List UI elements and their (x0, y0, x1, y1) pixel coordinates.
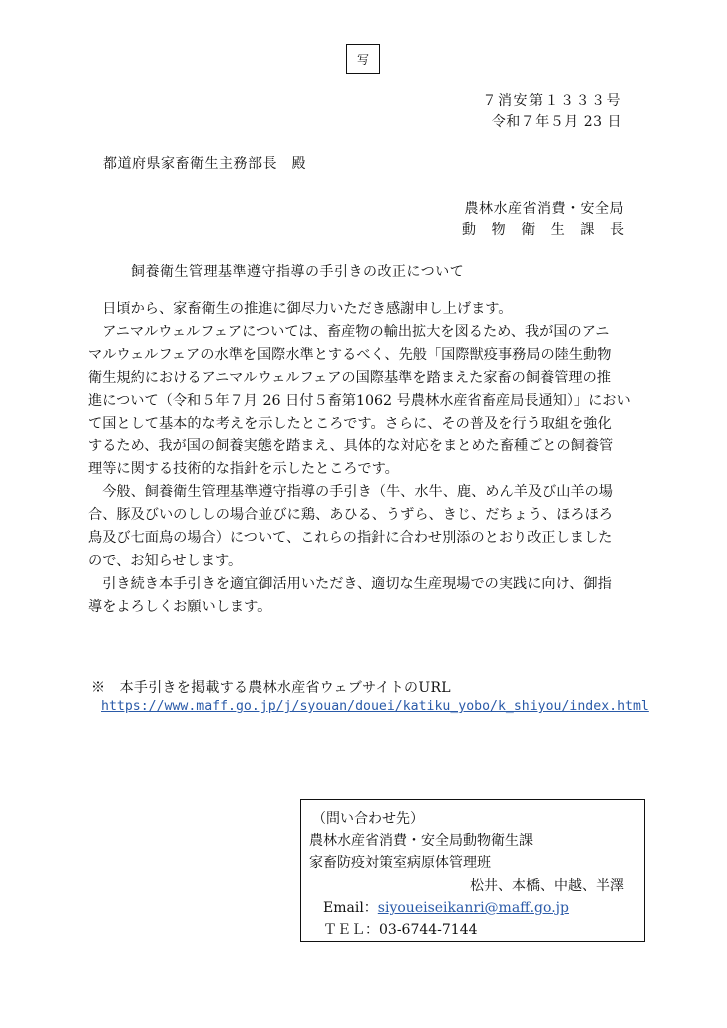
sender-title-char: 長 (609, 222, 624, 238)
body-line: 合、豚及びいのししの場合並びに鶏、あひる、うずら、きじ、だちょう、ほろほろ (88, 507, 613, 524)
contact-heading: （問い合わせ先） (312, 811, 424, 827)
addressee: 都道府県家畜衛生主務部長 殿 (103, 156, 306, 172)
contact-tel: ＴＥＬ：03-6744-7144 (323, 922, 478, 938)
body-line: 衛生規約におけるアニマルウェルフェアの国際基準を踏まえた家畜の飼養管理の推 (88, 369, 611, 386)
website-url-link[interactable]: https://www.maff.go.jp/j/syouan/douei/katiku_yobo/k_shiyou/index.html (101, 699, 649, 714)
document-date: 令和７年５月 23 日 (491, 114, 622, 130)
body-line: 導をよろしくお願いします。 (88, 598, 272, 615)
body-line: アニマルウェルフェアについては、畜産物の輸出拡大を図るため、我が国のアニ (88, 323, 610, 340)
sender-title-char: 物 (491, 222, 506, 238)
body-line: 鳥及び七面鳥の場合）について、これらの指針に合わせ別添のとおり改正しました (88, 530, 613, 547)
contact-staff: 松井、本橋、中越、半澤 (470, 878, 624, 894)
body-line: 今般、飼養衛生管理基準遵守指導の手引き（牛、水牛、鹿、めん羊及び山羊の場 (88, 484, 613, 501)
body-line: 進について（令和５年７月 26 日付５畜第1062 号農林水産省畜産局長通知）」におい (88, 392, 631, 409)
body-line: マルウェルフェアの水準を国際水準とするべく、先般「国際獣疫事務局の陸生動物 (88, 346, 612, 363)
body-line: するため、我が国の飼養実態を踏まえ、具体的な対応をまとめた畜種ごとの飼養管 (88, 438, 614, 455)
email-link[interactable]: siyoueiseikanri@maff.go.jp (377, 900, 569, 916)
sender-title-char: 衛 (521, 222, 536, 238)
sender-organization: 農林水産省消費・安全局 (464, 201, 624, 217)
subject-title: 飼養衛生管理基準遵守指導の手引きの改正について (131, 264, 465, 280)
body-line: 日頃から、家畜衛生の推進に御尽力いただき感謝申し上げます。 (88, 301, 513, 317)
document-number: ７消安第１３３３号 (482, 93, 622, 109)
contact-org-line1: 農林水産省消費・安全局動物衛生課 (309, 833, 533, 849)
copy-stamp: 写 (346, 44, 380, 74)
email-label: Email： (323, 900, 378, 916)
body-line: 理等に関する技術的な指針を示したところです。 (88, 461, 399, 478)
contact-email-row (323, 897, 569, 917)
contact-box (300, 799, 645, 942)
url-note: ※ 本手引きを掲載する農林水産省ウェブサイトのURL (91, 680, 451, 696)
body-line: 引き続き本手引きを適宜御活用いただき、適切な生産現場での実践に向け、御指 (88, 575, 612, 592)
body-line: て国として基本的な考えを示したところです。さらに、その普及を行う取組を強化 (88, 415, 612, 432)
sender-title-char: 課 (580, 222, 595, 238)
body-line: ので、お知らせします。 (88, 552, 243, 569)
sender-title (462, 219, 624, 239)
sender-title-char: 生 (550, 222, 565, 238)
body-text (88, 298, 648, 619)
contact-org-line2: 家畜防疫対策室病原体管理班 (309, 855, 491, 871)
sender-title-char: 動 (462, 222, 476, 238)
